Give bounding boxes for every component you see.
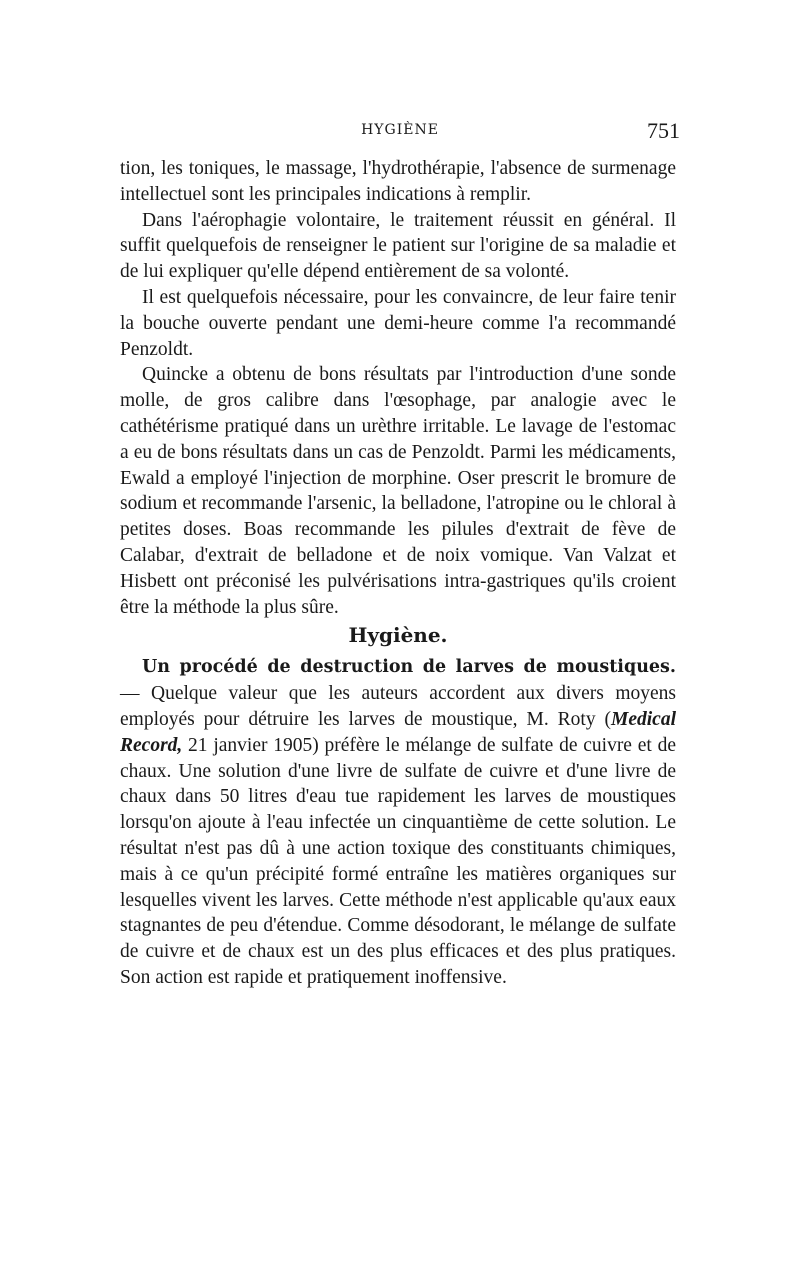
paragraph-penzoldt: Il est quelquefois nécessaire, pour les convaincre, de leur faire tenir la bouche ouverte pendant une demi-heure comme l'a recommandé Penzoldt. bbox=[120, 286, 676, 360]
paragraph-continuation: tion, les toniques, le massage, l'hydrothérapie, l'absence de surmenage intellectuel sont les principales indications à remplir. bbox=[120, 158, 676, 205]
paragraph-treatments: Quincke a obtenu de bons résultats par l'introduction d'une sonde molle, de gros calibre dans l'œsophage, par analogie avec le cathétérisme pratiqué dans un urèthre irritable. Le lavage de l'estomac a eu de bons résultats dans un cas de Penzoldt. Parmi les médicaments, Ewald a employé l'injection de morphine. Oser prescrit le bromure de sodium et recommande l'arsenic, la belladone, l'atropine ou le chloral à petites doses. Boas recommande les pilules d'extrait de fève de Calabar, d'extrait de belladone et de noix vomique. Van Valzat et Hisbett ont préconisé les pulvérisations intra-gastriques qu'ils croient être la méthode la plus sûre. bbox=[120, 364, 676, 618]
running-head bbox=[120, 118, 680, 142]
running-title: HYGIÈNE bbox=[361, 122, 439, 138]
article-text-end: 21 janvier 1905) préfère le mélange de sulfate de cuivre et de chaux. Une solution d'une livre de sulfate de cuivre et d'une livre de chaux dans 50 litres d'eau tue rapidement les larves de moustiques lorsqu'on ajoute à l'eau infectée un cinquantième de cette solution. Le résultat n'est pas dû à une action toxique des constituants chimiques, mais à ce qu'un précipité formé entraîne les matières organiques sur lesquelles vivent les larves. Cette méthode n'est applicable qu'aux eaux stagnantes de peu d'étendue. Comme désodorant, le mélange de sulfate de cuivre et de chaux est un des plus efficaces et des plus pratiques. Son action est rapide et pratiquement inoffensive. bbox=[120, 734, 676, 988]
paragraph-mosquito-larvae bbox=[120, 654, 676, 990]
section-heading: Hygiène. bbox=[348, 623, 448, 648]
article-lead-title: Un procédé de destruction de larves de moustiques. bbox=[142, 657, 676, 678]
paragraph-aerophagie: Dans l'aérophagie volontaire, le traitement réussit en général. Il suffit quelquefois de renseigner le patient sur l'origine de sa maladie et de lui expliquer qu'elle dépend entièrement de sa volonté. bbox=[120, 209, 676, 283]
article-text-start: — Quelque valeur que les auteurs accordent aux divers moyens employés pour détruire les larves de moustique, M. Roty ( bbox=[120, 683, 676, 730]
page-number: 751 bbox=[647, 118, 680, 143]
body-text bbox=[120, 156, 676, 991]
journal-citation: Medical Record, bbox=[120, 708, 676, 756]
